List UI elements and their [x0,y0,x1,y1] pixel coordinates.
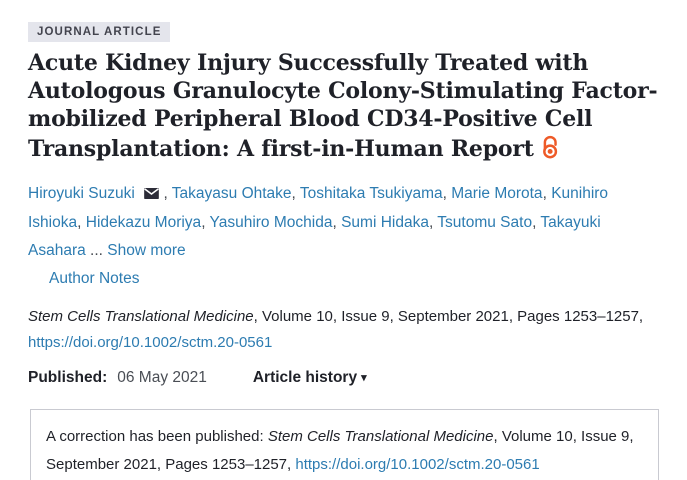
author-link[interactable]: Tsutomu Sato [437,214,533,231]
title-line: Acute Kidney Injury Successfully Treated with [28,50,589,76]
published-label: Published: [28,369,108,386]
author-separator: , [542,185,552,202]
author-link[interactable]: Marie Morota [451,185,543,202]
published-date: 06 May 2021 [117,369,207,386]
article-title [28,49,659,167]
citation [28,304,659,356]
author-separator: , [291,185,300,202]
journal-name: Stem Cells Translational Medicine [267,428,494,445]
author-link[interactable]: Sumi Hidaka [341,214,429,231]
author-separator: , [428,214,438,231]
correction-details: , Volume 10, Issue 9, September 2021, Pages 1253–1257, [46,428,634,473]
title-line-text: Transplantation: A first-in-Human Report [28,136,534,162]
title-line: Autologous Granulocyte Colony-Stimulating Factor- [28,78,658,104]
journal-article-badge: JOURNAL ARTICLE [28,22,170,42]
article-history-label: Article history [252,369,358,386]
show-more-link[interactable]: Show more [107,242,186,259]
author-link[interactable]: Takayuki Asahara [28,214,601,259]
author-separator: , [332,214,342,231]
author-separator: , [201,214,210,231]
author-link[interactable]: Takayasu Ohtake [171,185,292,202]
title-line: mobilized Peripheral Blood CD34-Positive Cell [28,106,593,132]
author-separator: , [532,214,541,231]
author-ellipsis: ... [85,242,108,259]
author-separator: , [163,185,172,202]
envelope-icon[interactable] [144,181,159,209]
author-link[interactable]: Toshitaka Tsukiyama [299,185,443,202]
journal-name: Stem Cells Translational Medicine [28,308,254,325]
correction-text: A correction has been published: [46,428,268,445]
title-line [28,133,659,167]
published-row [28,367,659,389]
author-link[interactable]: Hiroyuki Suzuki [28,185,135,202]
doi-link[interactable]: https://doi.org/10.1002/sctm.20-0561 [28,334,273,351]
open-access-lock-icon[interactable] [541,133,560,167]
author-notes-link[interactable]: Author Notes [49,270,140,287]
author-line [28,180,659,265]
author-link[interactable]: Kunihiro Ishioka [28,185,609,231]
correction-notice-box [30,409,659,480]
article-history-toggle[interactable] [253,367,367,389]
citation-details: , Volume 10, Issue 9, September 2021, Pages 1253–1257, [253,308,644,325]
author-link[interactable]: Hidekazu Moriya [85,214,202,231]
author-separator: , [77,214,86,231]
author-separator: , [442,185,452,202]
correction-doi-link[interactable]: https://doi.org/10.1002/sctm.20-0561 [295,456,540,473]
author-link[interactable]: Yasuhiro Mochida [209,214,333,231]
caret-down-icon: ▾ [361,372,367,384]
